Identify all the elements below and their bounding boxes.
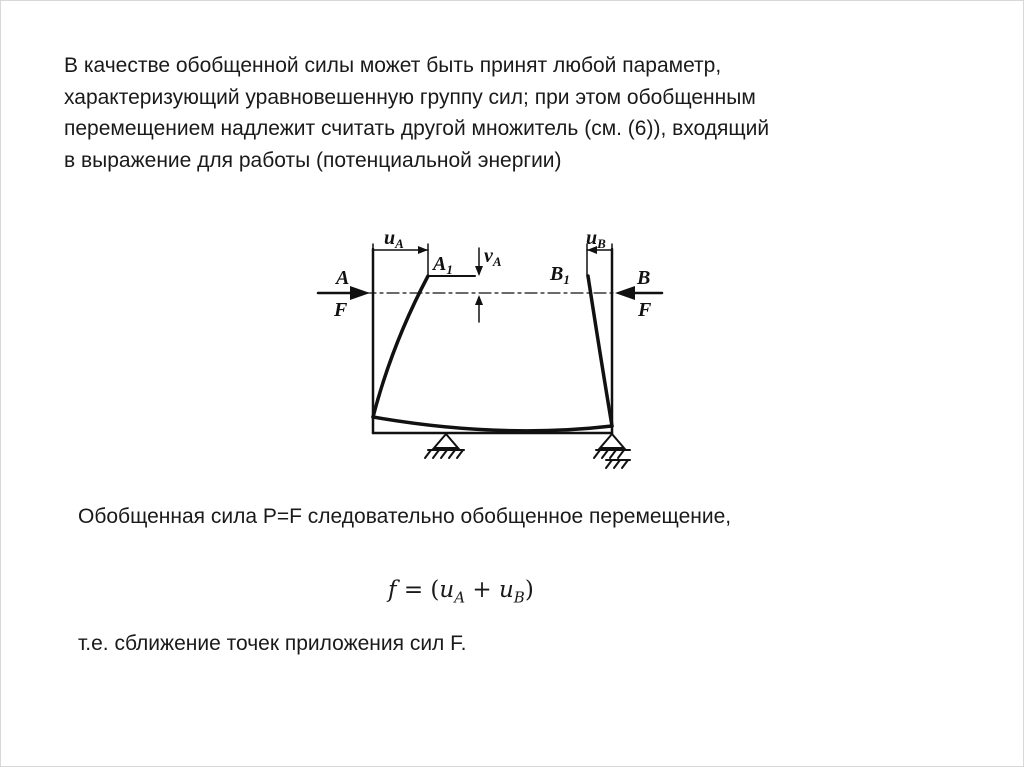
label-a1: $A_1$ — [433, 253, 453, 277]
intro-line-3: перемещением надлежит считать другой множитель (см. (6)), входящий — [64, 117, 770, 140]
conclusion-note: т.е. сближение точек приложения сил F. — [78, 632, 467, 655]
label-ua: $u_A$ — [384, 227, 404, 251]
deformed-right-post — [588, 276, 612, 426]
left-support — [425, 434, 464, 458]
diagram-svg — [300, 214, 680, 476]
label-left-force: F — [334, 299, 348, 321]
label-right-force: F — [638, 299, 652, 321]
right-force-arrowhead — [615, 286, 635, 300]
label-right-point: B — [637, 267, 651, 289]
label-va: $v_A$ — [484, 245, 502, 269]
left-force-arrowhead — [350, 286, 370, 300]
label-ub: $u_B$ — [586, 227, 606, 251]
displacement-formula: $f = (u_A + u_B)$ — [388, 577, 534, 607]
intro-line-4: в выражение для работы (потенциальной энергии) — [64, 148, 562, 172]
intro-paragraph — [64, 50, 984, 176]
deformed-base — [373, 417, 612, 431]
frame-deformation-diagram — [300, 214, 680, 476]
right-support — [594, 434, 630, 468]
intro-line-2: характеризующий уравновешенную группу сил; при этом обобщенным — [64, 85, 756, 109]
deformed-left-post — [373, 276, 428, 417]
label-b1: $B_1$ — [550, 263, 570, 287]
generalized-force-statement: Обобщенная сила P=F следовательно обобщенное перемещение, — [78, 505, 732, 528]
intro-line-1: В качестве обобщенной силы может быть принят любой параметр, — [64, 54, 722, 77]
label-left-point: A — [336, 267, 350, 289]
